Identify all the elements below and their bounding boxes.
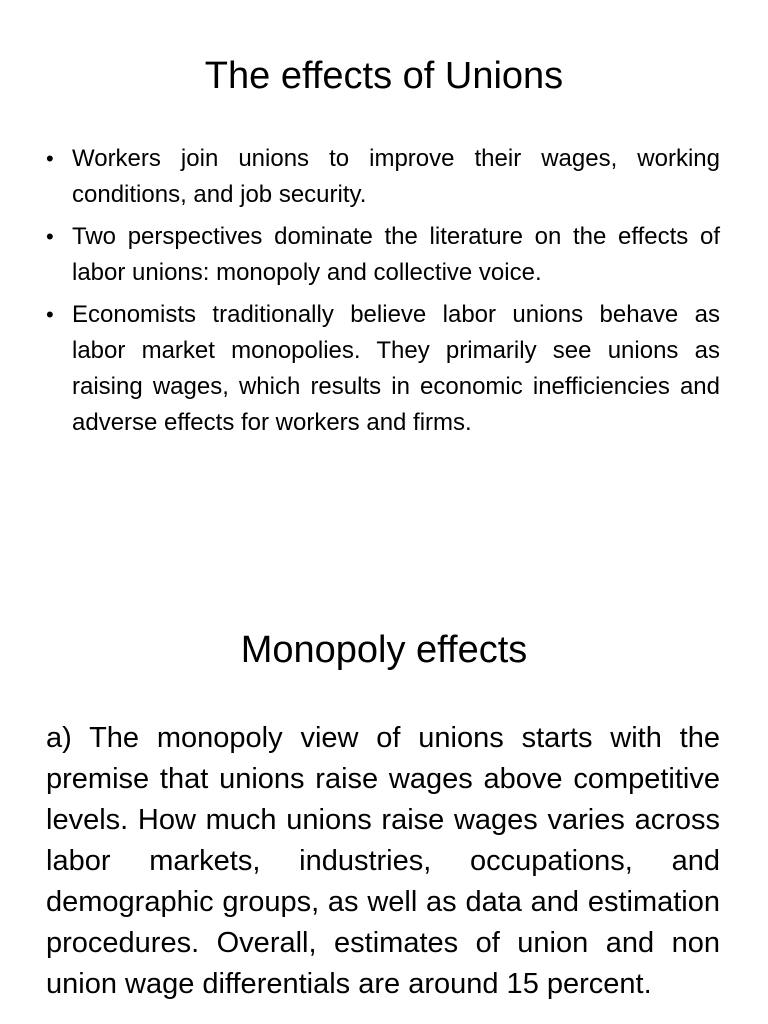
bullet-text: Two perspectives dominate the literature on the effects of labor unions: monopoly and collective voice. (72, 223, 720, 286)
bullet-item (46, 297, 720, 441)
slide-title-effects-of-unions: The effects of Unions (204, 55, 564, 97)
bullet-dot-icon: • (46, 146, 54, 171)
bullet-text: Economists traditionally believe labor unions behave as labor market monopolies. They primarily see unions as raising wages, which results in economic inefficiencies and adverse effects for workers and firms. (72, 301, 720, 436)
bullet-dot-icon: • (46, 224, 54, 249)
slide-title-monopoly-effects: Monopoly effects (240, 629, 528, 671)
bullet-dot-icon: • (46, 302, 54, 327)
bullet-list (46, 141, 720, 447)
bullet-item (46, 141, 720, 213)
monopoly-paragraph: a) The monopoly view of unions starts with the premise that unions raise wages above competitive levels. How much unions raise wages varies across labor markets, industries, occupations, and demographic groups, as well as data and estimation procedures. Overall, estimates of union and non union wage differentials are around 15 percent. (46, 722, 720, 1000)
bullet-text: Workers join unions to improve their wages, working conditions, and job security. (72, 145, 720, 208)
bullet-item (46, 219, 720, 291)
